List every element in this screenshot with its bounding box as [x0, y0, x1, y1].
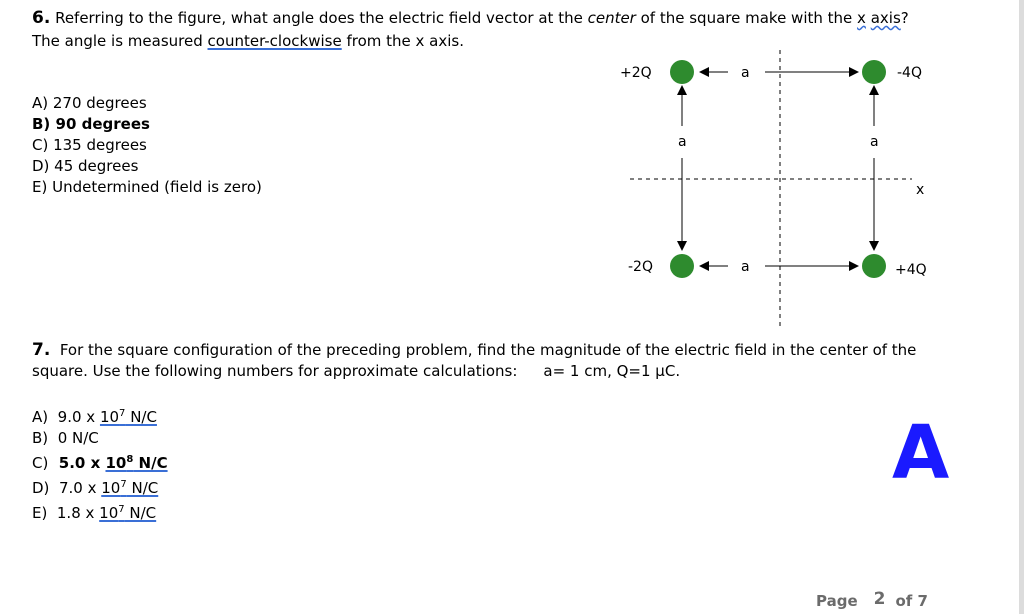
q6-line2-end: from the x axis.	[341, 32, 464, 50]
q6-line2	[32, 32, 464, 50]
answer-letter: A	[892, 410, 950, 496]
q7-text-2: square. Use the following numbers for approximate calculations:	[32, 362, 518, 380]
q7-text-1: For the square configuration of the preceding problem, find the magnitude of the electric field in the center of the	[59, 341, 917, 359]
q7-option-a: A) 9.0 x $10^7$ N/C	[32, 408, 157, 426]
q7-number: 7.	[32, 340, 51, 360]
q6-text-a: Referring to the figure, what angle does the electric field vector at the	[50, 9, 588, 27]
q7-values: a= 1 cm, Q=1 µC.	[543, 362, 681, 380]
charge-bottom-left-circle	[670, 254, 694, 278]
q7-options	[32, 403, 168, 524]
q6-option-e: E) Undetermined (field is zero)	[32, 178, 262, 196]
q6-number: 6.	[32, 8, 51, 28]
label-x-axis: x	[916, 182, 925, 198]
label-bottom-left-charge: -2Q	[628, 259, 653, 275]
q6-text-center: center	[587, 9, 636, 27]
label-top-right-charge: -4Q	[897, 65, 922, 81]
label-side-left: a	[678, 134, 687, 150]
q7-line2	[32, 362, 680, 380]
label-side-bottom: a	[741, 259, 750, 275]
q6-options	[32, 93, 262, 198]
charge-square-figure	[600, 50, 960, 340]
right-edge-border	[1019, 0, 1024, 614]
q7-option-c: C) 5.0 x $10^8$ N/C	[32, 454, 168, 472]
page-label: Page	[816, 592, 858, 610]
charge-top-right-circle	[862, 60, 886, 84]
q6-option-b: B) 90 degrees	[32, 115, 150, 133]
q7-option-e: E) 1.8 x $10^7$ N/C	[32, 504, 157, 522]
q7-option-d: D) 7.0 x $10^7$ N/C	[32, 479, 159, 497]
q6-option-c: C) 135 degrees	[32, 136, 147, 154]
page-total: of 7	[895, 592, 928, 610]
q6-option-a: A) 270 degrees	[32, 94, 147, 112]
q6-line1	[32, 8, 909, 28]
q7-option-b: B) 0 N/C	[32, 429, 99, 447]
page-indicator	[816, 591, 928, 611]
charge-bottom-right-circle	[862, 254, 886, 278]
q6-text-q: ?	[900, 9, 909, 27]
q6-line2-pre: The angle is measured	[32, 32, 208, 50]
q6-text-b: of the square make with the	[635, 9, 858, 27]
q6-text-x: x	[857, 9, 866, 27]
label-bottom-right-charge: +4Q	[895, 262, 927, 278]
label-side-right: a	[870, 134, 879, 150]
q6-text-axis: axis	[870, 9, 901, 27]
label-top-left-charge: +2Q	[620, 65, 652, 81]
label-side-top: a	[741, 65, 750, 81]
q6-option-d: D) 45 degrees	[32, 157, 139, 175]
page-number: 2	[873, 589, 886, 609]
q6-ccw: counter-clockwise	[207, 32, 342, 50]
q7-line1	[32, 340, 916, 360]
charge-top-left-circle	[670, 60, 694, 84]
